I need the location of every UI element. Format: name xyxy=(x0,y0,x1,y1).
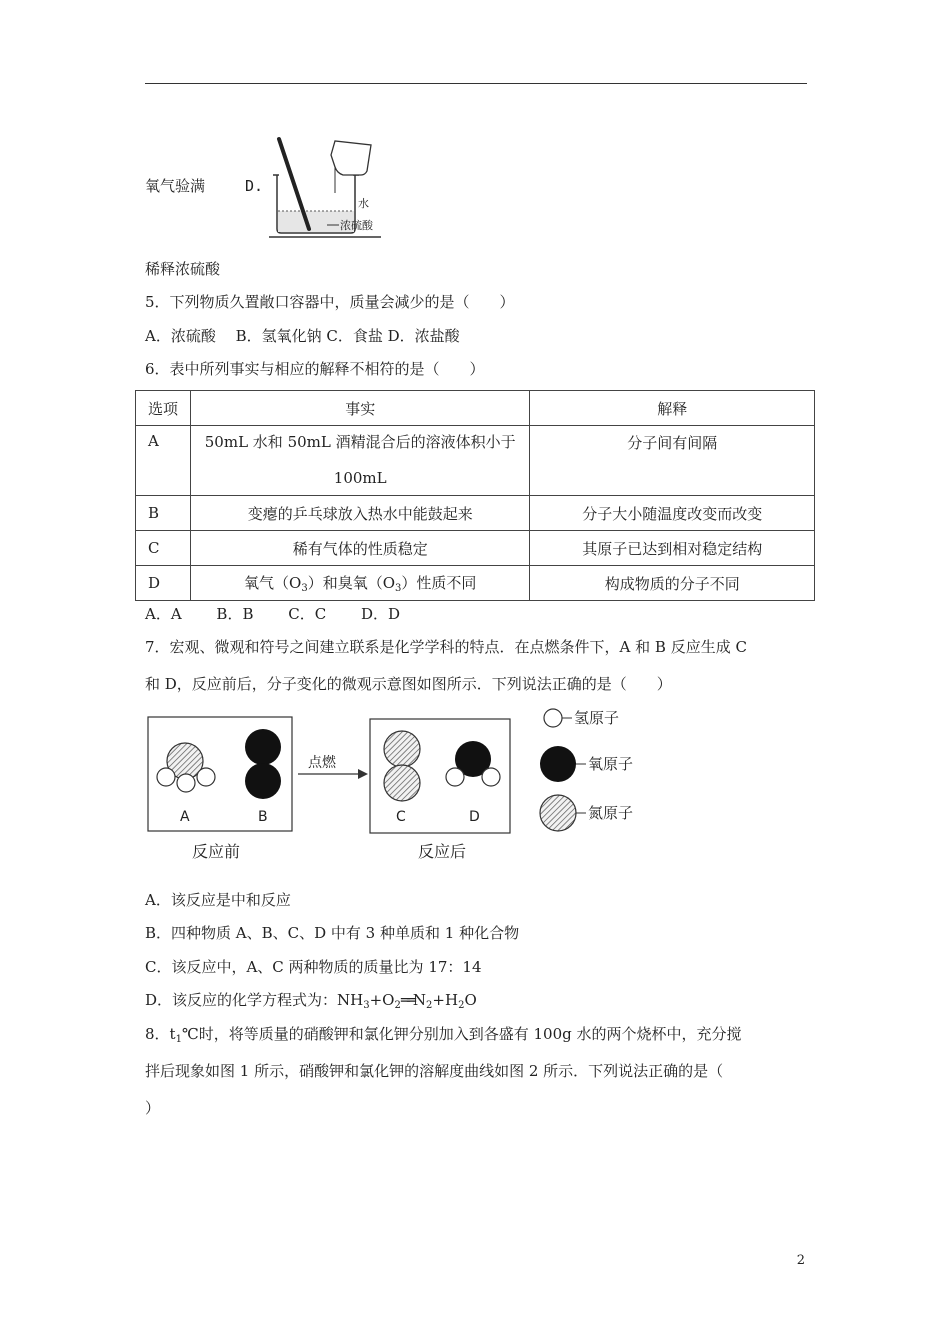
hydrogen-atom xyxy=(157,768,175,786)
subscript: 2 xyxy=(426,1000,433,1011)
legend-hydrogen-icon xyxy=(544,709,562,727)
q8-stem-line2: 拌后现象如图 1 所示，硝酸钾和氯化钾的溶解度曲线如图 2 所示．下列说法正确的是（ xyxy=(145,1062,724,1080)
header-option: 选项 xyxy=(136,391,191,426)
hydrogen-atom xyxy=(446,768,464,786)
row-option: D xyxy=(136,566,191,601)
q6-table xyxy=(135,390,815,601)
oxygen-atom xyxy=(245,763,281,799)
fact-text: ）和臭氧（O xyxy=(307,574,395,592)
q7-stem-line1: 7．宏观、微观和符号之间建立联系是化学学科的特点．在点燃条件下，A 和 B 反应生成 C xyxy=(145,638,747,656)
q7-option-b: B．四种物质 A、B、C、D 中有 3 种单质和 1 种化合物 xyxy=(145,924,520,942)
reaction-diagram xyxy=(140,705,660,865)
before-label: 反应前 xyxy=(192,842,241,861)
q8-stem-line3: ） xyxy=(145,1099,161,1117)
table-row xyxy=(136,496,815,531)
table-row xyxy=(136,531,815,566)
equation-text: D．该反应的化学方程式为：NH xyxy=(145,991,364,1009)
equation-arrow: ══ xyxy=(400,991,413,1009)
hydrogen-atom xyxy=(197,768,215,786)
fact-text: ）性质不同 xyxy=(401,574,477,592)
equation-text: +O xyxy=(369,991,395,1009)
header-rule xyxy=(145,83,807,84)
page-number: 2 xyxy=(796,1253,805,1268)
q4-option-c-text: 氧气验满 xyxy=(145,177,206,195)
oxygen-atom xyxy=(245,729,281,765)
pouring-cup xyxy=(331,141,371,175)
q6-stem: 6．表中所列事实与相应的解释不相符的是（ ） xyxy=(145,360,485,378)
after-label: 反应后 xyxy=(418,842,467,861)
subscript: 2 xyxy=(458,1000,465,1011)
q4-option-d-caption: 稀释浓硫酸 xyxy=(145,260,221,278)
fact-text: 氧气（O xyxy=(244,574,302,592)
label-c: C xyxy=(396,809,406,825)
row-fact: 稀有气体的性质稳定 xyxy=(190,531,530,566)
subscript: 3 xyxy=(301,583,308,594)
subscript: 1 xyxy=(175,1034,182,1045)
equation-text: +H xyxy=(432,991,459,1009)
row-option: B xyxy=(136,496,191,531)
q5-options: A．浓硫酸 B．氢氧化钠 C．食盐 D．浓盐酸 xyxy=(145,327,460,345)
subscript: 3 xyxy=(363,1000,370,1011)
row-option: A xyxy=(136,426,191,496)
q7-stem-line2: 和 D，反应前后，分子变化的微观示意图如图所示．下列说法正确的是（ ） xyxy=(145,675,672,693)
legend-nitrogen-icon xyxy=(540,795,576,831)
hydrogen-atom xyxy=(482,768,500,786)
row-explanation: 构成物质的分子不同 xyxy=(530,566,815,601)
row-explanation: 其原子已达到相对稳定结构 xyxy=(530,531,815,566)
q8-text: 8．t xyxy=(145,1025,176,1043)
row-explanation: 分子间有间隔 xyxy=(530,426,815,496)
q8-text: ℃时，将等质量的硝酸钾和氯化钾分别加入到各盛有 100g 水的两个烧杯中，充分搅 xyxy=(181,1025,742,1043)
q7-option-d xyxy=(145,990,477,1016)
equation-text: O xyxy=(464,991,477,1009)
subscript: 3 xyxy=(395,583,402,594)
row-fact: 变瘪的乒乓球放入热水中能鼓起来 xyxy=(190,496,530,531)
arrow-label: 点燃 xyxy=(308,755,336,771)
subscript: 2 xyxy=(394,1000,401,1011)
label-a: A xyxy=(180,809,190,825)
nitrogen-atom xyxy=(384,765,420,801)
legend-hydrogen-label: 氢原子 xyxy=(574,709,620,727)
label-acid: 浓硫酸 xyxy=(340,219,373,232)
legend-nitrogen-label: 氮原子 xyxy=(588,804,634,822)
q7-option-c: C．该反应中，A、C 两种物质的质量比为 17：14 xyxy=(145,958,482,976)
equation-text: N xyxy=(412,991,427,1009)
row-fact-line2: 100mL xyxy=(333,469,387,487)
dilution-figure xyxy=(265,133,385,241)
label-d: D xyxy=(469,809,480,825)
header-explanation: 解释 xyxy=(530,391,815,426)
nitrogen-atom xyxy=(384,731,420,767)
q6-options: A．A B．B C．C D．D xyxy=(145,605,401,623)
q7-option-a: A．该反应是中和反应 xyxy=(145,891,291,909)
table-header-row xyxy=(136,391,815,426)
q8-stem-line1 xyxy=(145,1024,742,1050)
legend-oxygen-icon xyxy=(540,746,576,782)
row-fact-line1: 50mL 水和 50mL 酒精混合后的溶液体积小于 xyxy=(204,433,516,451)
row-fact xyxy=(190,566,530,601)
label-water: 水 xyxy=(358,197,369,210)
row-option: C xyxy=(136,531,191,566)
table-row xyxy=(136,566,815,601)
q5-stem: 5．下列物质久置敞口容器中，质量会减少的是（ ） xyxy=(145,293,515,311)
label-b: B xyxy=(258,809,268,825)
row-fact xyxy=(190,426,530,496)
header-fact: 事实 xyxy=(190,391,530,426)
legend-oxygen-label: 氧原子 xyxy=(588,755,634,773)
q4-option-d-letter: D. xyxy=(245,177,264,195)
hydrogen-atom xyxy=(177,774,195,792)
table-row xyxy=(136,426,815,496)
row-explanation: 分子大小随温度改变而改变 xyxy=(530,496,815,531)
